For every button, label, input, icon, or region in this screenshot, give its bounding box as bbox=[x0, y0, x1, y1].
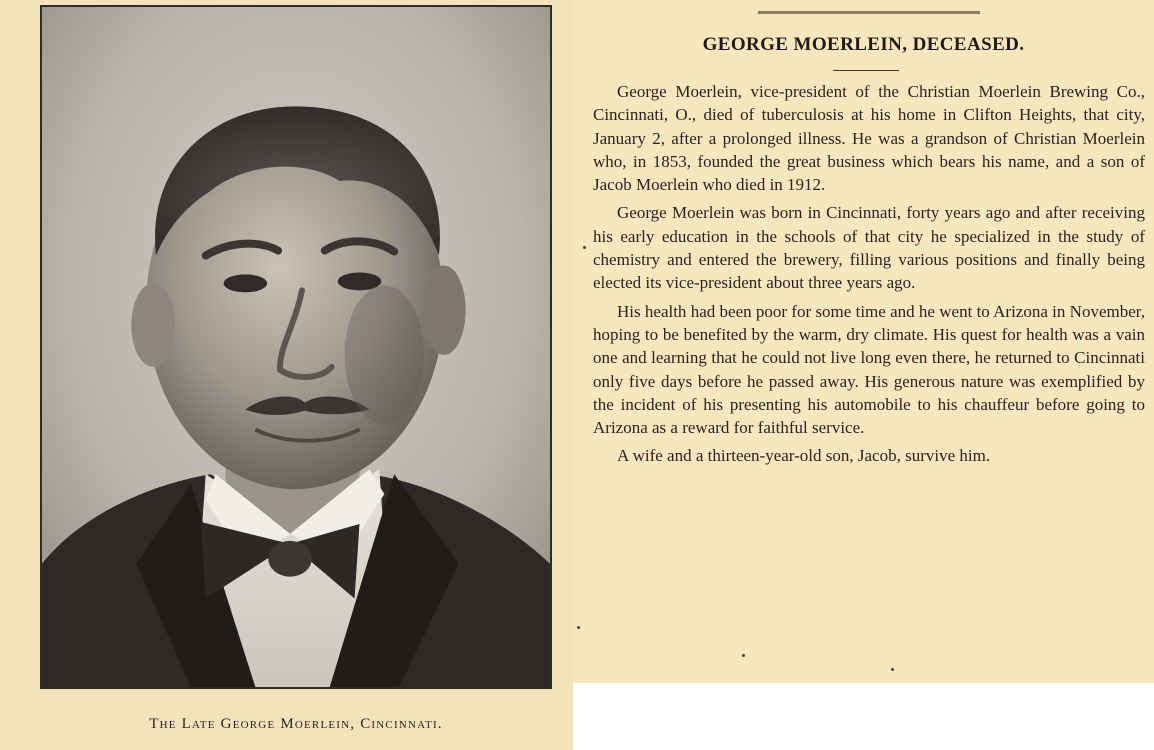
photo-caption: The Late George Moerlein, Cincinnati. bbox=[149, 716, 443, 732]
article-panel bbox=[573, 0, 1154, 683]
portrait-illustration bbox=[42, 7, 550, 687]
article-headline: GEORGE MOERLEIN, DECEASED. bbox=[702, 34, 1025, 55]
scan-speck bbox=[577, 626, 580, 629]
scan-speck bbox=[742, 654, 745, 657]
article-body bbox=[593, 80, 1145, 473]
top-divider bbox=[758, 11, 980, 14]
photo-panel bbox=[0, 0, 573, 750]
article-paragraph: His health had been poor for some time and he went to Arizona in November, hoping to be benefited by the warm, dry climate. His quest for health was a vain one and learning that he could not live long even there, he returned to Cincinnati only five days before he passed away. His generous nature was exemplified by the incident of his presenting his automobile to his chauffeur before going to Arizona as a reward for faithful service. bbox=[593, 301, 1145, 438]
article-paragraph: George Moerlein, vice-president of the Christian Moerlein Brewing Co., Cincinnati, O., died of tuberculosis at his home in Clifton Heights, that city, January 2, after a prolonged illness. He was a grandson of Christian Moerlein who, in 1853, founded the great business which bears his name, and a son of Jacob Moerlein who died in 1912. bbox=[593, 82, 1145, 195]
scan-speck bbox=[891, 668, 894, 671]
headline-divider bbox=[833, 70, 899, 71]
article-paragraph: George Moerlein was born in Cincinnati, forty years ago and after receiving his early education in the schools of that city he specialized in the study of chemistry and entered the brewery, filling various positions and finally being elected its vice-president about three years ago. bbox=[593, 203, 1145, 293]
portrait-photo bbox=[40, 5, 552, 689]
article-paragraph: A wife and a thirteen-year-old son, Jacob, survive him. bbox=[617, 446, 991, 466]
scan-speck bbox=[583, 246, 586, 249]
